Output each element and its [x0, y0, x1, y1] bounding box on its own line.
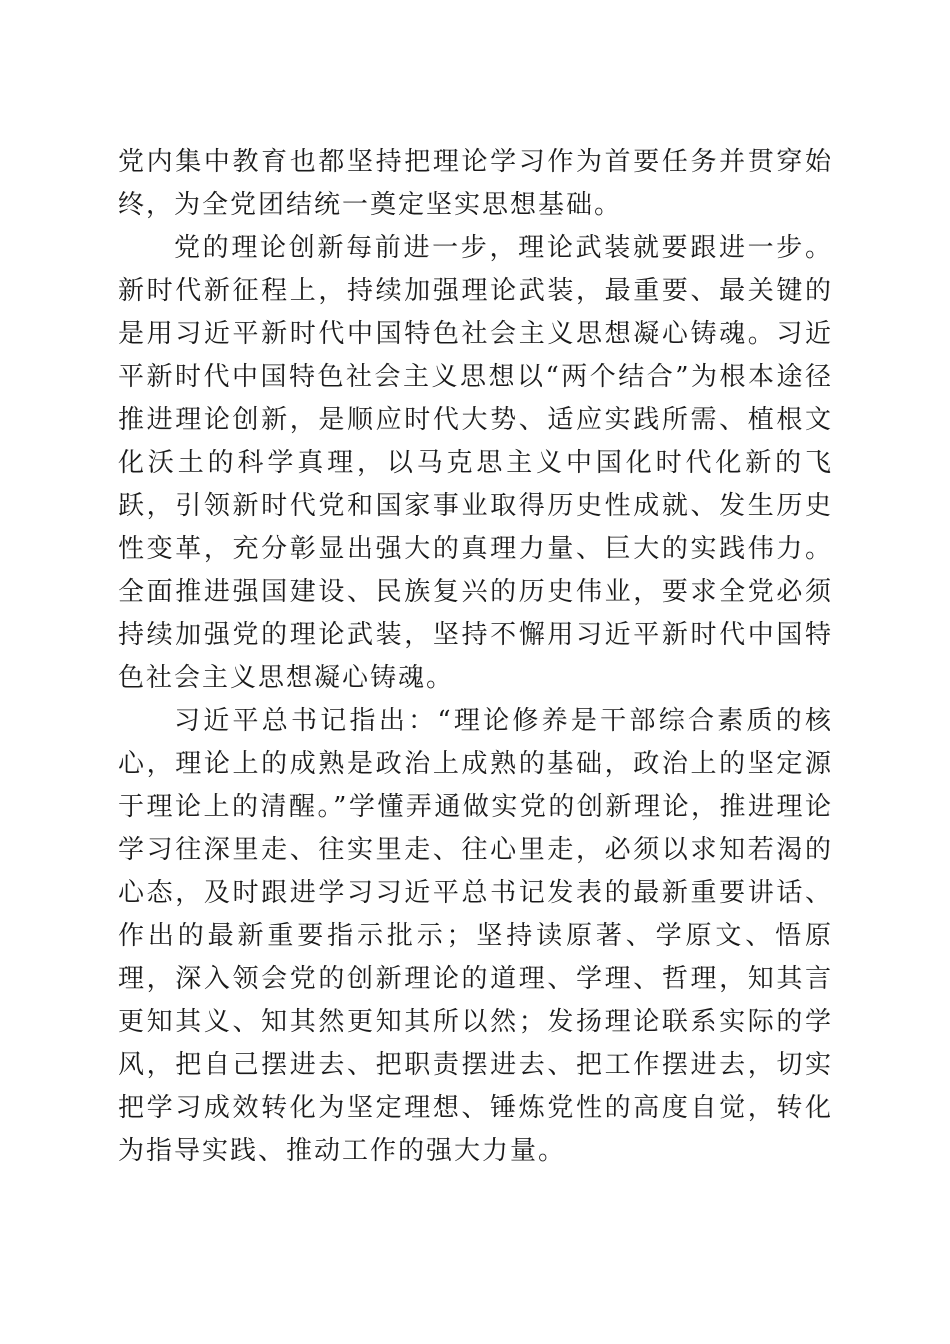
paragraph-theory-innovation: 党的理论创新每前进一步，理论武装就要跟进一步。新时代新征程上，持续加强理论武装，最重要、最关键的是用习近平新时代中国特色社会主义思想凝心铸魂。习近平新时代中国特色社会主义思想以“两个结合”为根本途径推进理论创新，是顺应时代大势、适应实践所需、植根文化沃土的科学真理，以马克思主义中国化时代化新的飞跃，引领新时代党和国家事业取得历史性成就、发生历史性变革，充分彰显出强大的真理力量、巨大的实践伟力。全面推进强国建设、民族复兴的历史伟业，要求全党必须持续加强党的理论武装，坚持不懈用习近平新时代中国特色社会主义思想凝心铸魂。	[118, 233, 833, 693]
paragraph-continuation: 党内集中教育也都坚持把理论学习作为首要任务并贯穿始终，为全党团结统一奠定坚实思想基础。	[118, 147, 833, 220]
paragraph-general-secretary-quote: 习近平总书记指出：“理论修养是干部综合素质的核心，理论上的成熟是政治上成熟的基础，政治上的坚定源于理论上的清醒。”学懂弄通做实党的创新理论，推进理论学习往深里走、往实里走、往心里走，必须以求知若渴的心态，及时跟进学习习近平总书记发表的最新重要讲话、作出的最新重要指示批示；坚持读原著、学原文、悟原理，深入领会党的创新理论的道理、学理、哲理，知其言更知其义、知其然更知其所以然；发扬理论联系实际的学风，把自己摆进去、把职责摆进去、把工作摆进去，切实把学习成效转化为坚定理想、锤炼党性的高度自觉，转化为指导实践、推动工作的强大力量。	[118, 706, 833, 1166]
document-body	[118, 141, 833, 1173]
